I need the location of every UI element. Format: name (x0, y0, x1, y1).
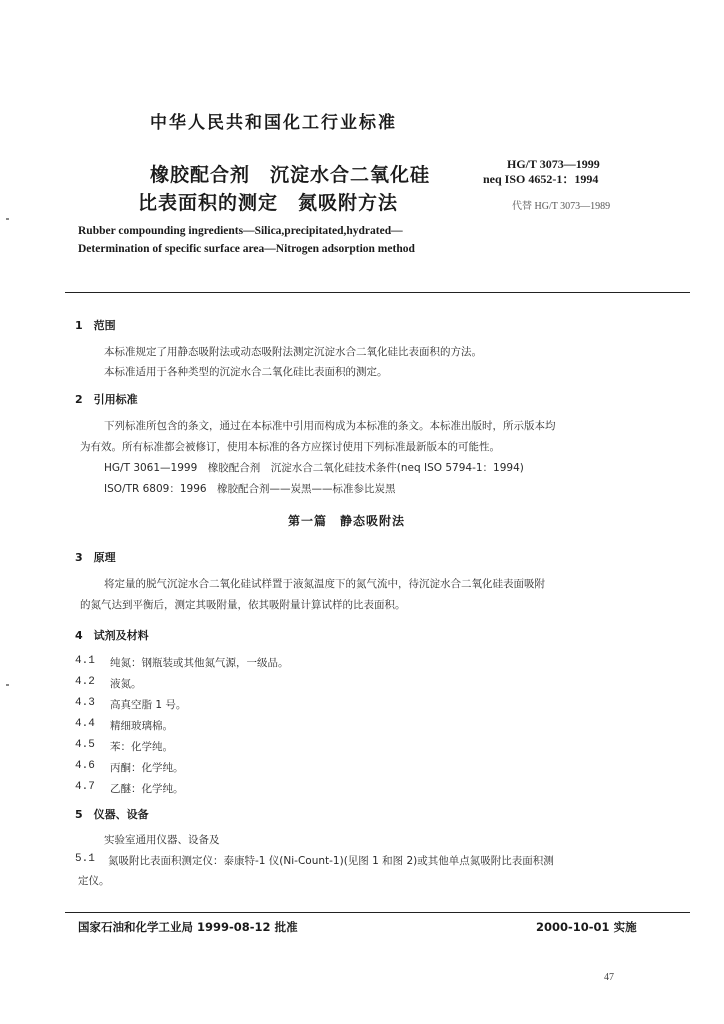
section-3-paragraph-line-1: 将定量的脱气沉淀水合二氧化硅试样置于液氮温度下的氮气流中，待沉淀水合二氧化硅表面吸附 (104, 578, 545, 590)
list-item-number: 4.1 (75, 655, 95, 667)
section-1-paragraph-1: 本标准规定了用静态吸附法或动态吸附法测定沉淀水合二氧化硅比表面积的方法。 (104, 346, 482, 358)
scan-mark (6, 218, 9, 220)
section-4-heading: 4 试剂及材料 (75, 629, 149, 642)
section-1-paragraph-2: 本标准适用于各种类型的沉淀水合二氧化硅比表面积的测定。 (104, 366, 388, 378)
replaces-standard: 代替 HG/T 3073—1989 (512, 201, 611, 212)
part-1-title: 第一篇 静态吸附法 (288, 514, 406, 528)
list-item-number: 4.4 (75, 718, 95, 730)
section-1-heading: 1 范围 (75, 319, 116, 332)
reference-standard-1: HG/T 3061—1999 橡胶配合剂 沉淀水合二氧化硅技术条件(neq ISO 5794-1：1994) (104, 462, 524, 474)
section-2-paragraph-line-1: 下列标准所包含的条文，通过在本标准中引用而构成为本标准的条文。本标准出版时，所示版本均 (104, 420, 556, 432)
title-chinese-line-1: 橡胶配合剂 沉淀水合二氧化硅 (150, 164, 431, 186)
header-divider (65, 292, 690, 293)
section-2-heading: 2 引用标准 (75, 393, 138, 406)
footer-divider (65, 912, 690, 913)
reference-standard-2: ISO/TR 6809：1996 橡胶配合剂——炭黑——标准参比炭黑 (104, 483, 396, 495)
section-3-paragraph-line-2: 的氮气达到平衡后，测定其吸附量，依其吸附量计算试样的比表面积。 (80, 599, 406, 611)
list-item-text: 丙酮：化学纯。 (110, 762, 184, 774)
title-chinese-line-2: 比表面积的测定 氮吸附方法 (138, 192, 399, 214)
section-5-item-line-2: 定仪。 (78, 875, 110, 887)
scan-mark (6, 684, 9, 686)
section-2-paragraph-line-2: 为有效。所有标准都会被修订，使用本标准的各方应探讨使用下列标准最新版本的可能性。 (80, 441, 500, 453)
list-item-text: 乙醚：化学纯。 (110, 783, 184, 795)
section-5-heading: 5 仪器、设备 (75, 808, 149, 821)
title-english-line-2: Determination of specific surface area—Nitrogen adsorption method (78, 243, 415, 255)
section-5-item-line-1: 氮吸附比表面积测定仪：泰康特-1 仪(Ni-Count-1)(见图 1 和图 2)或其他单点氮吸附比表面积测 (108, 855, 554, 867)
list-item-number: 4.5 (75, 739, 95, 751)
title-english-line-1: Rubber compounding ingredients—Silica,precipitated,hydrated— (78, 225, 403, 237)
list-item-text: 高真空脂 1 号。 (110, 699, 187, 711)
list-item-text: 精细玻璃棉。 (110, 720, 173, 732)
page-number: 47 (604, 972, 614, 983)
section-3-heading: 3 原理 (75, 551, 116, 564)
list-item-number: 4.3 (75, 697, 95, 709)
list-item-number: 4.2 (75, 676, 95, 688)
issuing-authority-heading: 中华人民共和国化工行业标准 (150, 113, 397, 133)
implementation-date: 2000-10-01 实施 (536, 920, 637, 934)
list-item-text: 液氮。 (110, 678, 142, 690)
list-item-number: 4.6 (75, 760, 95, 772)
section-5-item-number: 5.1 (75, 853, 95, 865)
list-item-text: 苯：化学纯。 (110, 741, 173, 753)
equivalent-standard: neq ISO 4652-1：1994 (483, 172, 599, 186)
list-item-text: 纯氮：钢瓶装或其他氮气源，一级品。 (110, 657, 289, 669)
standard-code: HG/T 3073—1999 (507, 157, 600, 171)
list-item-number: 4.7 (75, 781, 95, 793)
section-5-paragraph: 实验室通用仪器、设备及 (104, 834, 220, 846)
approval-date: 国家石油和化学工业局 1999-08-12 批准 (78, 920, 298, 934)
